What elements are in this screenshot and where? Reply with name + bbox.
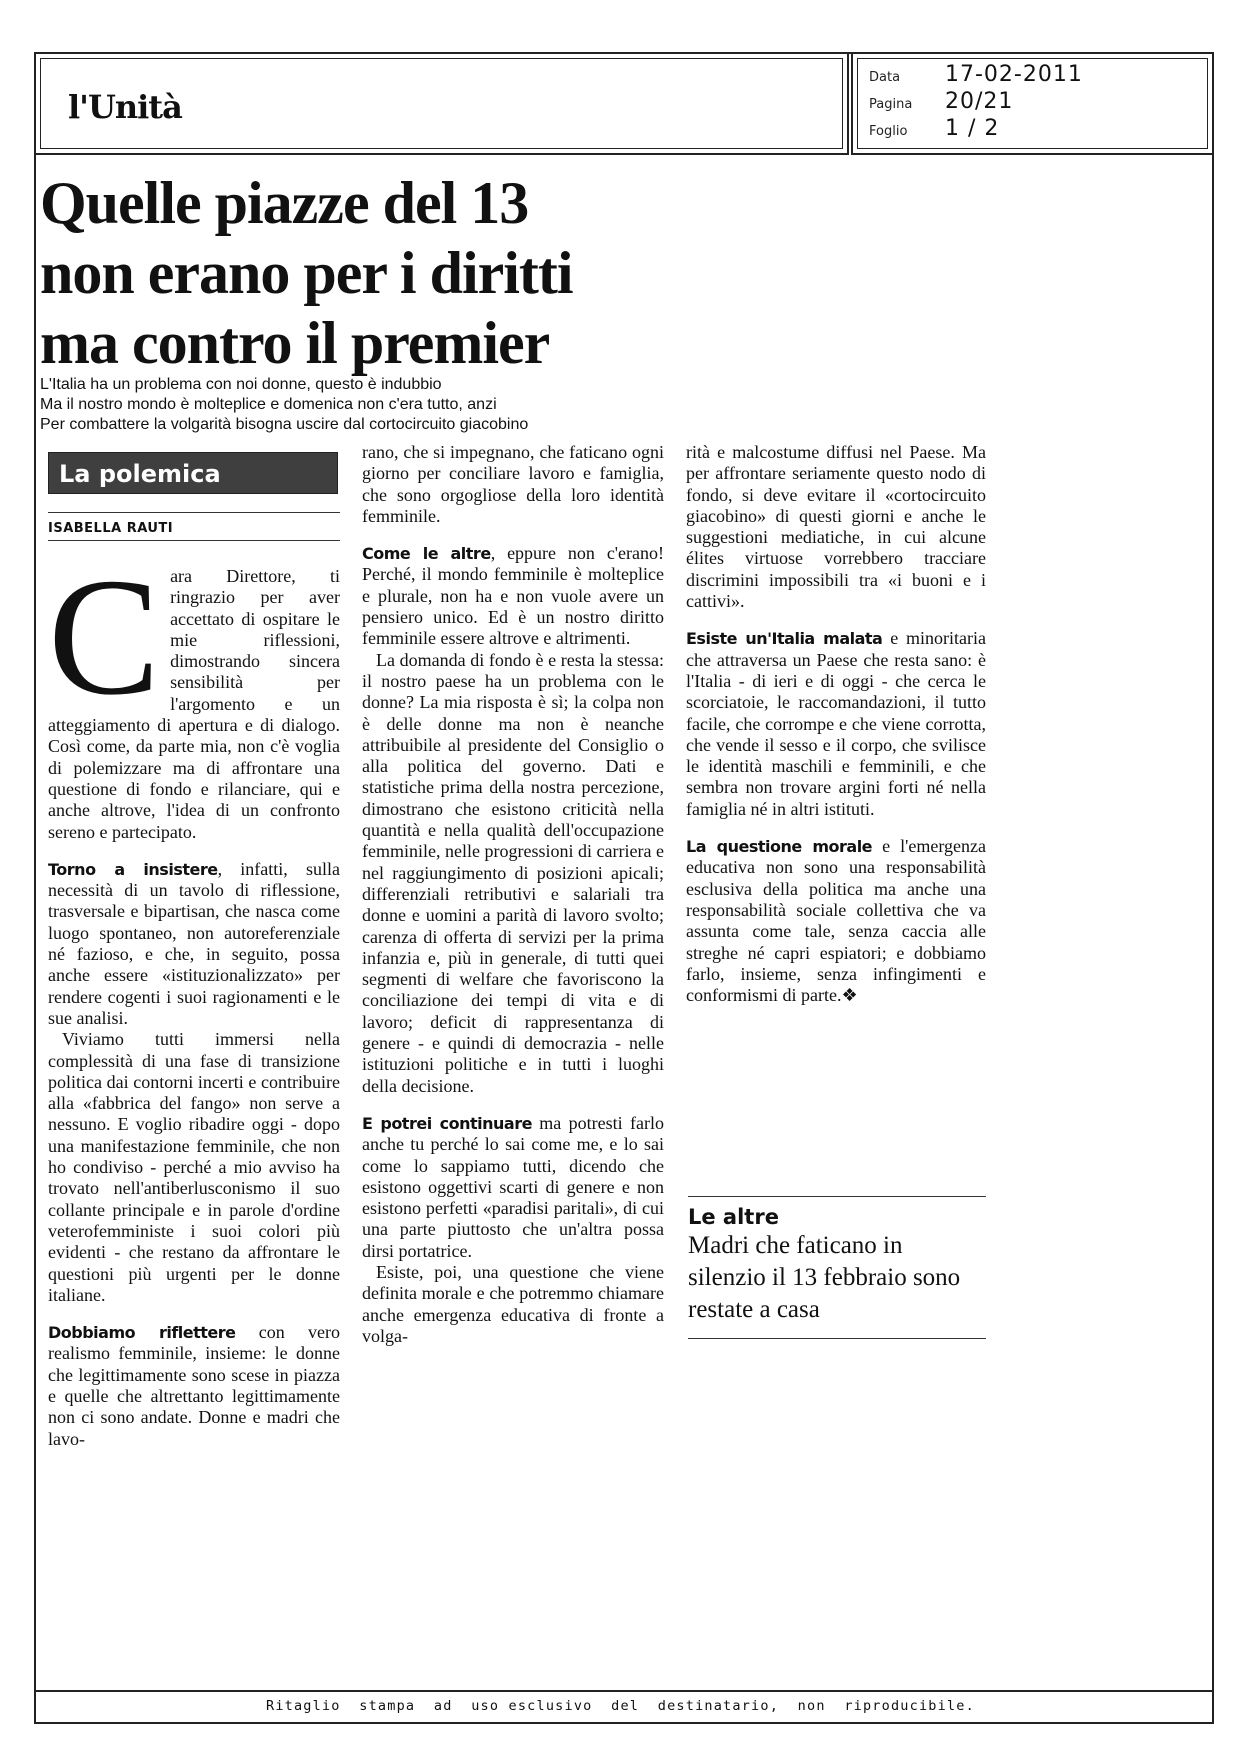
footer-box bbox=[34, 1692, 1214, 1724]
headline-line: Quelle piazze del 13 bbox=[40, 170, 529, 236]
paragraph: Come le altre, eppure non c'erano! Perché, il mondo femminile è molteplice e plurale, non ha e non vuole avere un pensiero unico. Ed è un nostro diritto femminile essere altrove e altrimenti. bbox=[362, 543, 665, 649]
masthead-box bbox=[34, 52, 849, 155]
column-1 bbox=[48, 544, 340, 1450]
meta-date bbox=[869, 62, 1083, 87]
meta-sheet bbox=[869, 116, 999, 141]
sidebar-box bbox=[688, 1204, 986, 1326]
meta-label: Pagina bbox=[869, 97, 913, 112]
paragraph: Viviamo tutti immersi nella complessità di una fase di transizione politica dai contorni incerti e contribuire alla «fabbrica del fango» non serve a nessuno. E voglio ribadire oggi - dopo una manifestazione femminile, che non ho condiviso - perché a mio avviso ha trovato nell'antiberlusconismo il suo collante principale e in parole d'ordine veterofemministe i suoi colori più evidenti - che restano da affrontare le questioni più urgenti per le donne italiane. bbox=[48, 1029, 340, 1305]
paragraph: Esiste, poi, una questione che viene definita morale e che potremmo chiamare anche emergenza educativa di fronte a volga- bbox=[362, 1261, 664, 1346]
subheadline: Ma il nostro mondo è molteplice e domenica non c'era tutto, anzi bbox=[40, 396, 497, 413]
paragraph: Torno a insistere, infatti, sulla necessità di un tavolo di riflessione, trasversale e bipartisan, che nasca come luogo spontaneo, non autoreferenziale né fazioso, e che, in seguito, possa anche essere «istituzionalizzato» per rendere cogenti i suoi ragionamenti e le sue analisi. bbox=[48, 858, 340, 1028]
divider bbox=[688, 1338, 986, 1339]
meta-label: Data bbox=[869, 70, 901, 85]
meta-value: 17-02-2011 bbox=[945, 62, 1083, 87]
divider bbox=[48, 540, 340, 541]
end-mark-icon: ❖ bbox=[841, 985, 858, 1006]
meta-label: Foglio bbox=[869, 124, 908, 139]
paragraph-lead: Torno a insistere bbox=[48, 859, 218, 879]
paragraph-lead: E potrei continuare bbox=[362, 1113, 532, 1133]
paragraph-lead: La questione morale bbox=[686, 837, 873, 857]
subheadlines bbox=[40, 375, 660, 435]
drop-cap: C bbox=[48, 544, 161, 730]
paragraph: rità e malcostume diffusi nel Paese. Ma per affrontare seriamente questo nodo di fondo, si deve evitare il «cortocircuito giacobino» di questi giorni e anche le suggestioni mediatiche, in cui alcune élites virtuose vorrebbero tracciare discrimini impossibili tra «i buoni e i cattivi». bbox=[686, 442, 986, 612]
section-rubric: La polemica bbox=[48, 452, 338, 494]
paragraph: rano, che si impegnano, che faticano ogni giorno per conciliare lavoro e famiglia, che sono orgogliose della loro identità femminile. bbox=[362, 442, 664, 526]
paragraph-lead: Esiste un'Italia malata bbox=[686, 629, 883, 649]
divider bbox=[688, 1196, 986, 1197]
paragraph: La questione morale e l'emergenza educativa non sono una responsabilità esclusiva della politica ma anche una responsabilità sociale collettiva che va assunta come tale, senza caccia alle streghe né capri espiatori; e dobbiamo farlo, insieme, senza infingimenti e conformismi di parte.❖ bbox=[686, 836, 986, 1006]
meta-value: 1 / 2 bbox=[945, 116, 1000, 141]
paragraph: ara Direttore, ti ringrazio per aver accettato di ospitare le mie riflessioni, dimostrando sincera sensibilità per l'argomento e un atteggiamento di apertura e di dialogo. Così come, da parte mia, non c'è voglia di polemizzare ma di affrontare una questione di fondo e rilanciare, qui e anche altrove, l'idea di un confronto sereno e partecipato. bbox=[48, 566, 340, 842]
paragraph: E potrei continuare ma potresti farlo anche tu perché lo sai come me, e lo sai come lo sappiamo tutti, dicendo che esistono oggettivi scarti di genere e non esistono perfetti «paradisi paritali», di cui una parte piuttosto che un'altra possa dirsi portatrice. bbox=[362, 1112, 664, 1261]
sidebar-title: Le altre bbox=[688, 1205, 779, 1229]
paragraph-lead: Come le altre bbox=[362, 544, 491, 564]
subheadline: L'Italia ha un problema con noi donne, questo è indubbio bbox=[40, 376, 442, 393]
footer-notice: Ritaglio stampa ad uso esclusivo del destinatario, non riproducibile. bbox=[266, 1698, 975, 1714]
newspaper-masthead: l'Unità bbox=[68, 88, 182, 126]
column-2 bbox=[362, 442, 664, 1347]
subheadline: Per combattere la volgarità bisogna uscire dal cortocircuito giacobino bbox=[40, 416, 529, 433]
paragraph: La domanda di fondo è e resta la stessa: il nostro paese ha un problema con le donne? La mia risposta è sì; la colpa non è delle donne ma non è neanche attribuibile al presidente del Consiglio o alla politica del governo. Dati e statistiche prima della nostra percezione, dimostrano che esistono criticità nella quantità e nella qualità dell'occupazione femminile, nelle progressioni di carriera e nel raggiungimento di posizioni apicali; differenziali retributivi e salariali tra donne e uomini a parità di lavoro svolto; carenza di offerta di servizi per la prima infanzia e, più in generale, di tutti quei segmenti di welfare che favoriscono la conciliazione dei tempi di vita e di lavoro; deficit di rappresentanza di genere - e quindi di democrazia - nelle istituzioni politiche e in tutti i luoghi della decisione. bbox=[362, 649, 664, 1096]
headline-line: non erano per i diritti bbox=[40, 240, 573, 306]
meta-page bbox=[869, 89, 1013, 114]
paragraph: Esiste un'Italia malata e minoritaria che attraversa un Paese che resta sano: è l'Italia - di ieri e di oggi - che cerca le scorciatoie, le raccomandazioni, il tutto facile, che corrompe e che viene corrotta, che vende il sesso e il corpo, che svilisce le identità maschili e femminili, e che sembra non trovare argini forti né nella famiglia né in altri istituti. bbox=[686, 628, 986, 819]
sidebar-text: Madri che faticano in silenzio il 13 febbraio sono restate a casa bbox=[688, 1232, 961, 1323]
divider bbox=[48, 512, 340, 513]
column-3 bbox=[686, 442, 986, 1006]
headline bbox=[40, 168, 660, 378]
meta-box bbox=[851, 52, 1214, 155]
meta-value: 20/21 bbox=[945, 89, 1014, 114]
paragraph: Dobbiamo riflettere con vero realismo femminile, insieme: le donne che legittimamente sono scese in piazza e quelle che altrettanto legittimamente non ci sono andate. Donne e madri che lavo- bbox=[48, 1322, 340, 1449]
headline-line: ma contro il premier bbox=[40, 310, 550, 376]
byline: ISABELLA RAUTI bbox=[48, 521, 174, 536]
paragraph-lead: Dobbiamo riflettere bbox=[48, 1323, 236, 1343]
